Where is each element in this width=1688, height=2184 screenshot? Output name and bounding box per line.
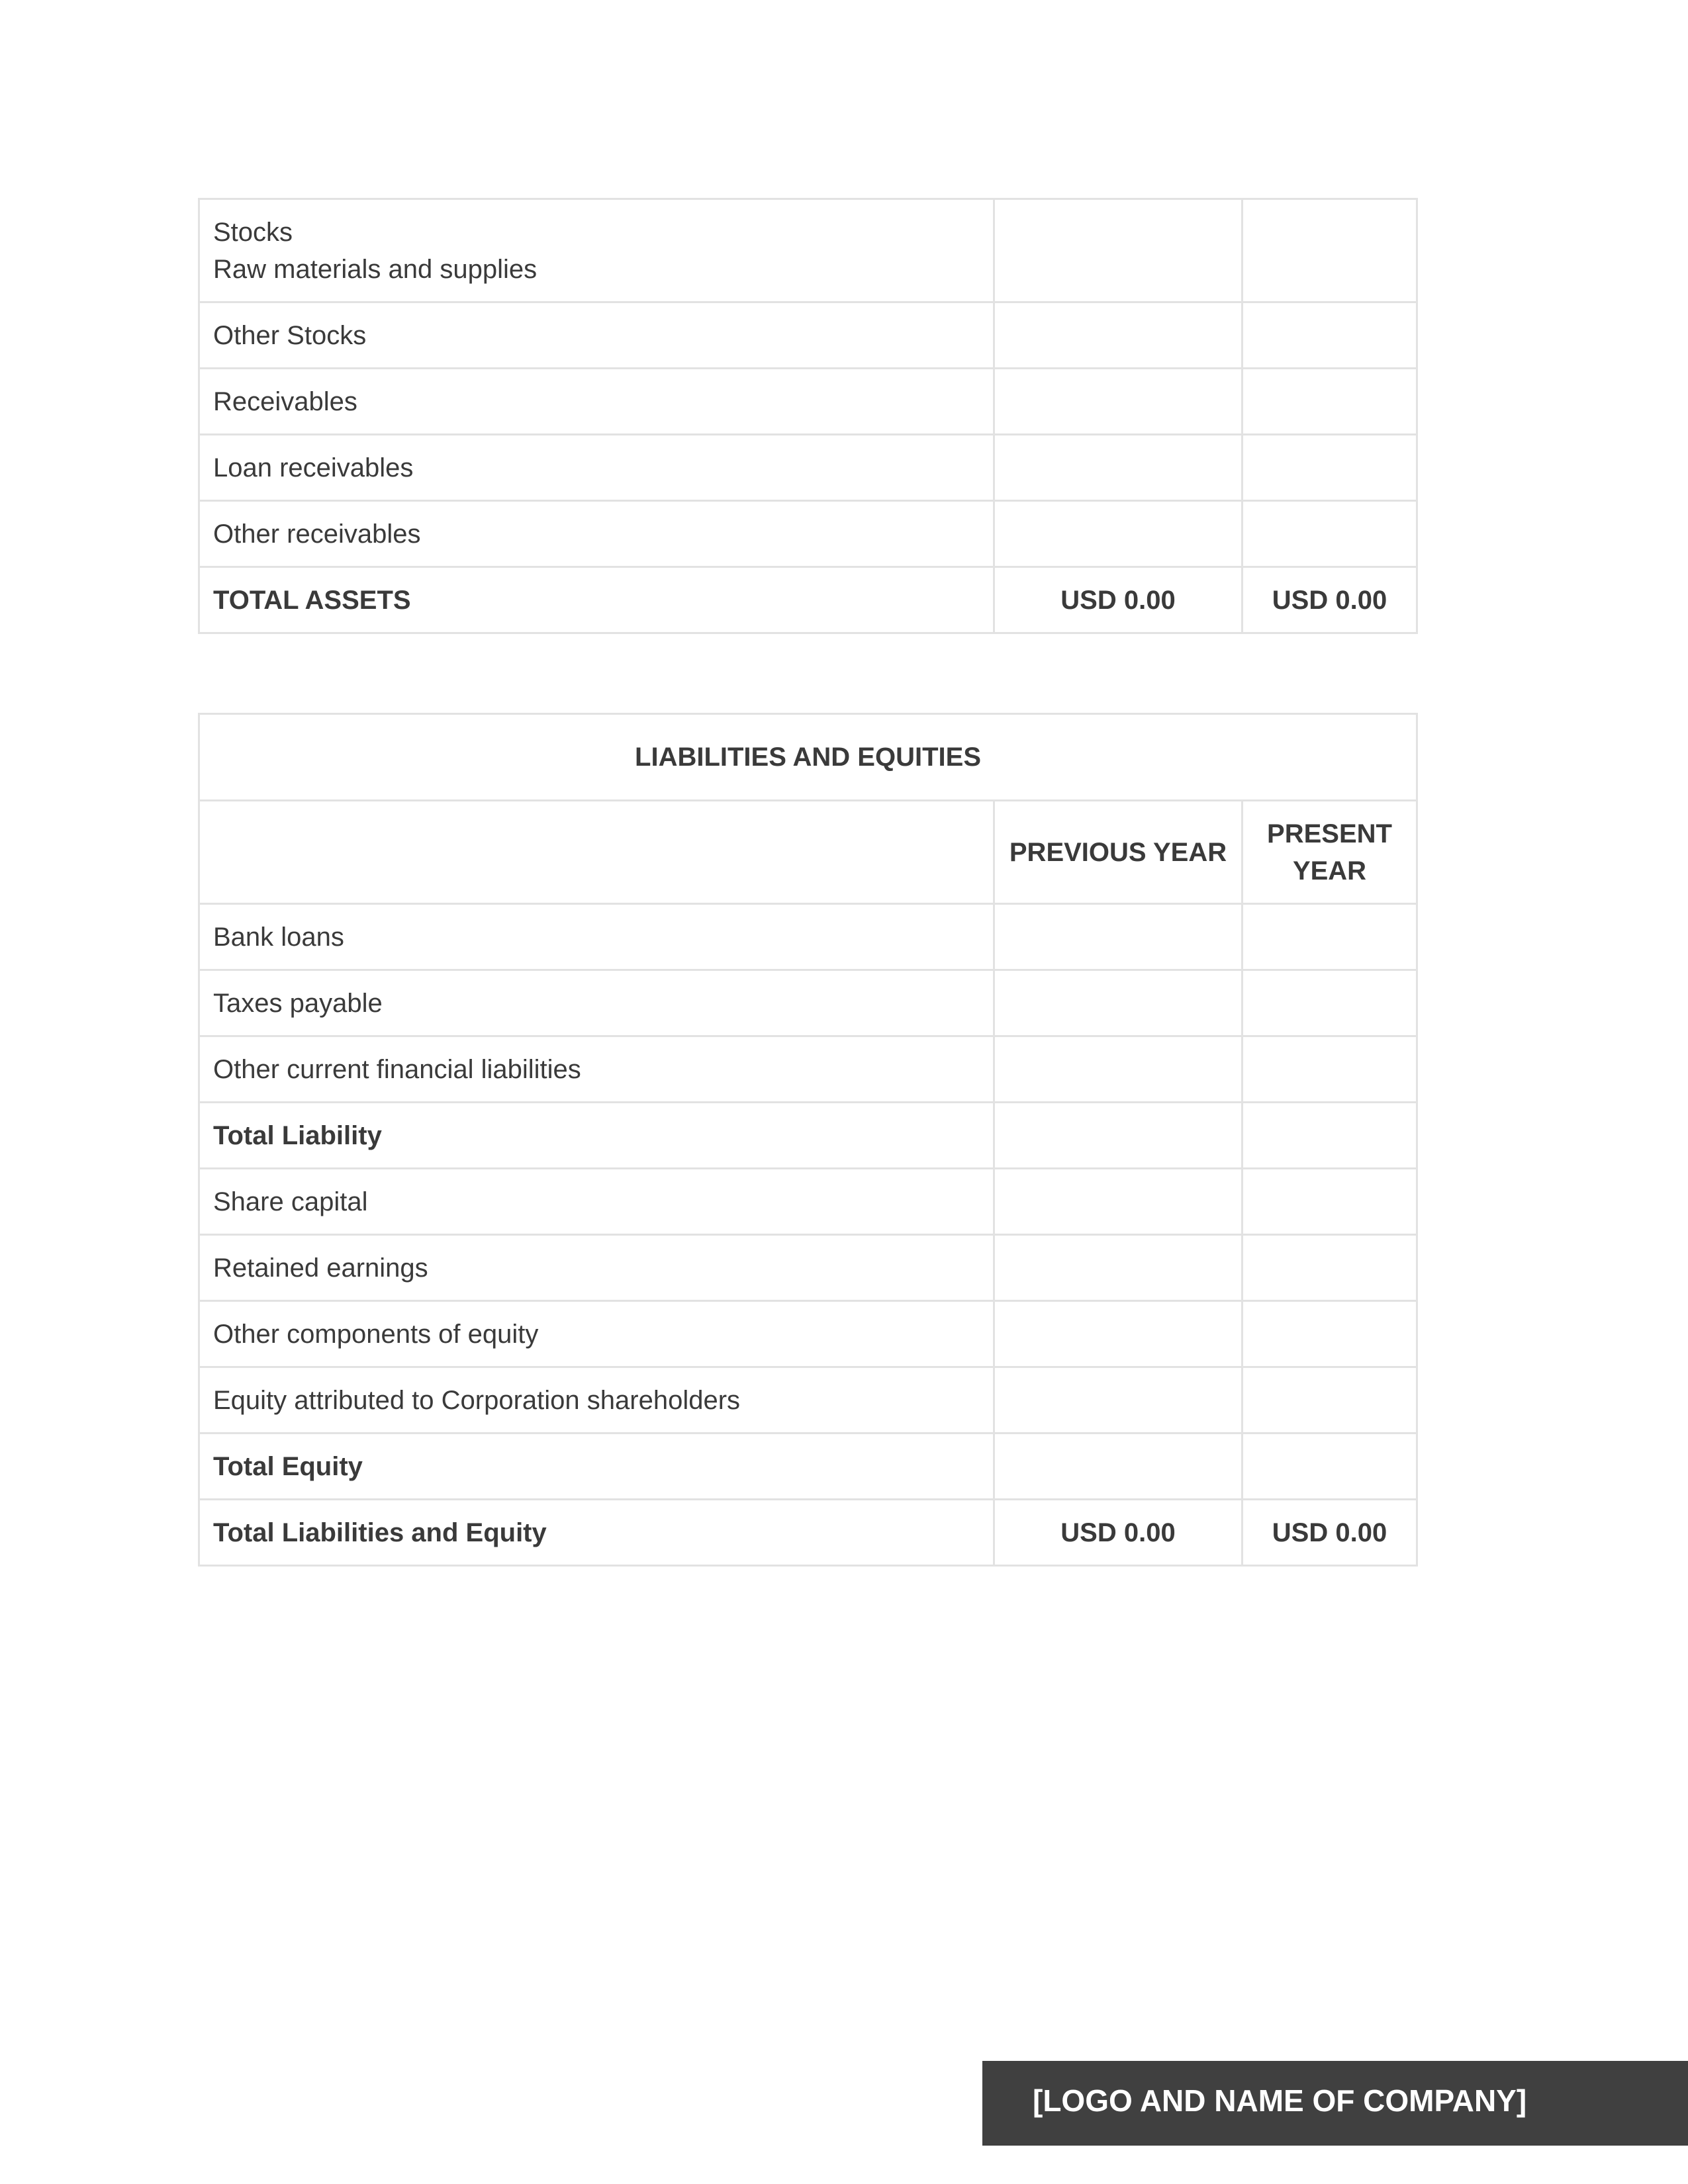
row-label: Equity attributed to Corporation shareholders — [199, 1367, 994, 1433]
previous-year-cell[interactable] — [994, 369, 1243, 435]
present-year-cell[interactable] — [1243, 1367, 1417, 1433]
previous-year-cell[interactable] — [994, 904, 1243, 970]
present-year-cell[interactable] — [1243, 970, 1417, 1036]
row-label: Other receivables — [199, 501, 994, 567]
previous-year-cell[interactable] — [994, 1433, 1243, 1500]
table-row — [199, 1235, 1417, 1301]
previous-year-cell[interactable] — [994, 501, 1243, 567]
row-label: Other current financial liabilities — [199, 1036, 994, 1103]
table-row — [199, 1367, 1417, 1433]
present-year-cell[interactable] — [1243, 1301, 1417, 1367]
present-year-cell[interactable] — [1243, 1169, 1417, 1235]
present-year-cell[interactable] — [1243, 1103, 1417, 1169]
total-liabilities-equity-previous-year: USD 0.00 — [994, 1500, 1243, 1566]
column-header-present-year — [1243, 801, 1417, 904]
total-liability-row — [199, 1103, 1417, 1169]
table-row — [199, 904, 1417, 970]
present-year-cell[interactable] — [1243, 1433, 1417, 1500]
previous-year-cell[interactable] — [994, 199, 1243, 302]
row-label — [199, 199, 994, 302]
previous-year-cell[interactable] — [994, 1301, 1243, 1367]
column-header-empty — [199, 801, 994, 904]
liabilities-equities-table — [198, 713, 1418, 1567]
total-equity-row — [199, 1433, 1417, 1500]
table-row — [199, 501, 1417, 567]
present-year-cell[interactable] — [1243, 369, 1417, 435]
company-footer-bar — [982, 2061, 1688, 2146]
previous-year-cell[interactable] — [994, 1169, 1243, 1235]
row-label: Taxes payable — [199, 970, 994, 1036]
table-row — [199, 1036, 1417, 1103]
company-logo-name-placeholder: [LOGO AND NAME OF COMPANY] — [1033, 2083, 1527, 2118]
table-row — [199, 970, 1417, 1036]
column-header-row — [199, 801, 1417, 904]
total-liabilities-equity-present-year: USD 0.00 — [1243, 1500, 1417, 1566]
column-header-previous-year: PREVIOUS YEAR — [994, 801, 1243, 904]
column-header-line: PRESENT — [1267, 819, 1392, 848]
present-year-cell[interactable] — [1243, 302, 1417, 369]
total-assets-present-year: USD 0.00 — [1243, 567, 1417, 633]
assets-table — [198, 198, 1418, 634]
table-row — [199, 1169, 1417, 1235]
row-label: Share capital — [199, 1169, 994, 1235]
present-year-cell[interactable] — [1243, 1235, 1417, 1301]
present-year-cell[interactable] — [1243, 199, 1417, 302]
total-assets-row — [199, 567, 1417, 633]
present-year-cell[interactable] — [1243, 501, 1417, 567]
total-assets-previous-year: USD 0.00 — [994, 567, 1243, 633]
table-row — [199, 1301, 1417, 1367]
previous-year-cell[interactable] — [994, 1235, 1243, 1301]
present-year-cell[interactable] — [1243, 1036, 1417, 1103]
previous-year-cell[interactable] — [994, 1367, 1243, 1433]
row-label-line: Raw materials and supplies — [213, 254, 538, 284]
previous-year-cell[interactable] — [994, 970, 1243, 1036]
table-row — [199, 199, 1417, 302]
present-year-cell[interactable] — [1243, 904, 1417, 970]
table-title-row — [199, 714, 1417, 801]
row-label: Retained earnings — [199, 1235, 994, 1301]
row-label: Loan receivables — [199, 435, 994, 501]
row-label: Total Equity — [199, 1433, 994, 1500]
row-label: Bank loans — [199, 904, 994, 970]
total-assets-label: TOTAL ASSETS — [199, 567, 994, 633]
table-row — [199, 369, 1417, 435]
previous-year-cell[interactable] — [994, 1036, 1243, 1103]
table-row — [199, 302, 1417, 369]
column-header-line: YEAR — [1292, 856, 1367, 886]
total-liabilities-equity-label: Total Liabilities and Equity — [199, 1500, 994, 1566]
total-liabilities-equity-row — [199, 1500, 1417, 1566]
previous-year-cell[interactable] — [994, 435, 1243, 501]
present-year-cell[interactable] — [1243, 435, 1417, 501]
previous-year-cell[interactable] — [994, 1103, 1243, 1169]
table-row — [199, 435, 1417, 501]
previous-year-cell[interactable] — [994, 302, 1243, 369]
row-label-line: Stocks — [213, 217, 293, 247]
row-label: Total Liability — [199, 1103, 994, 1169]
row-label: Other Stocks — [199, 302, 994, 369]
row-label: Other components of equity — [199, 1301, 994, 1367]
table-title: LIABILITIES AND EQUITIES — [199, 714, 1417, 801]
row-label: Receivables — [199, 369, 994, 435]
